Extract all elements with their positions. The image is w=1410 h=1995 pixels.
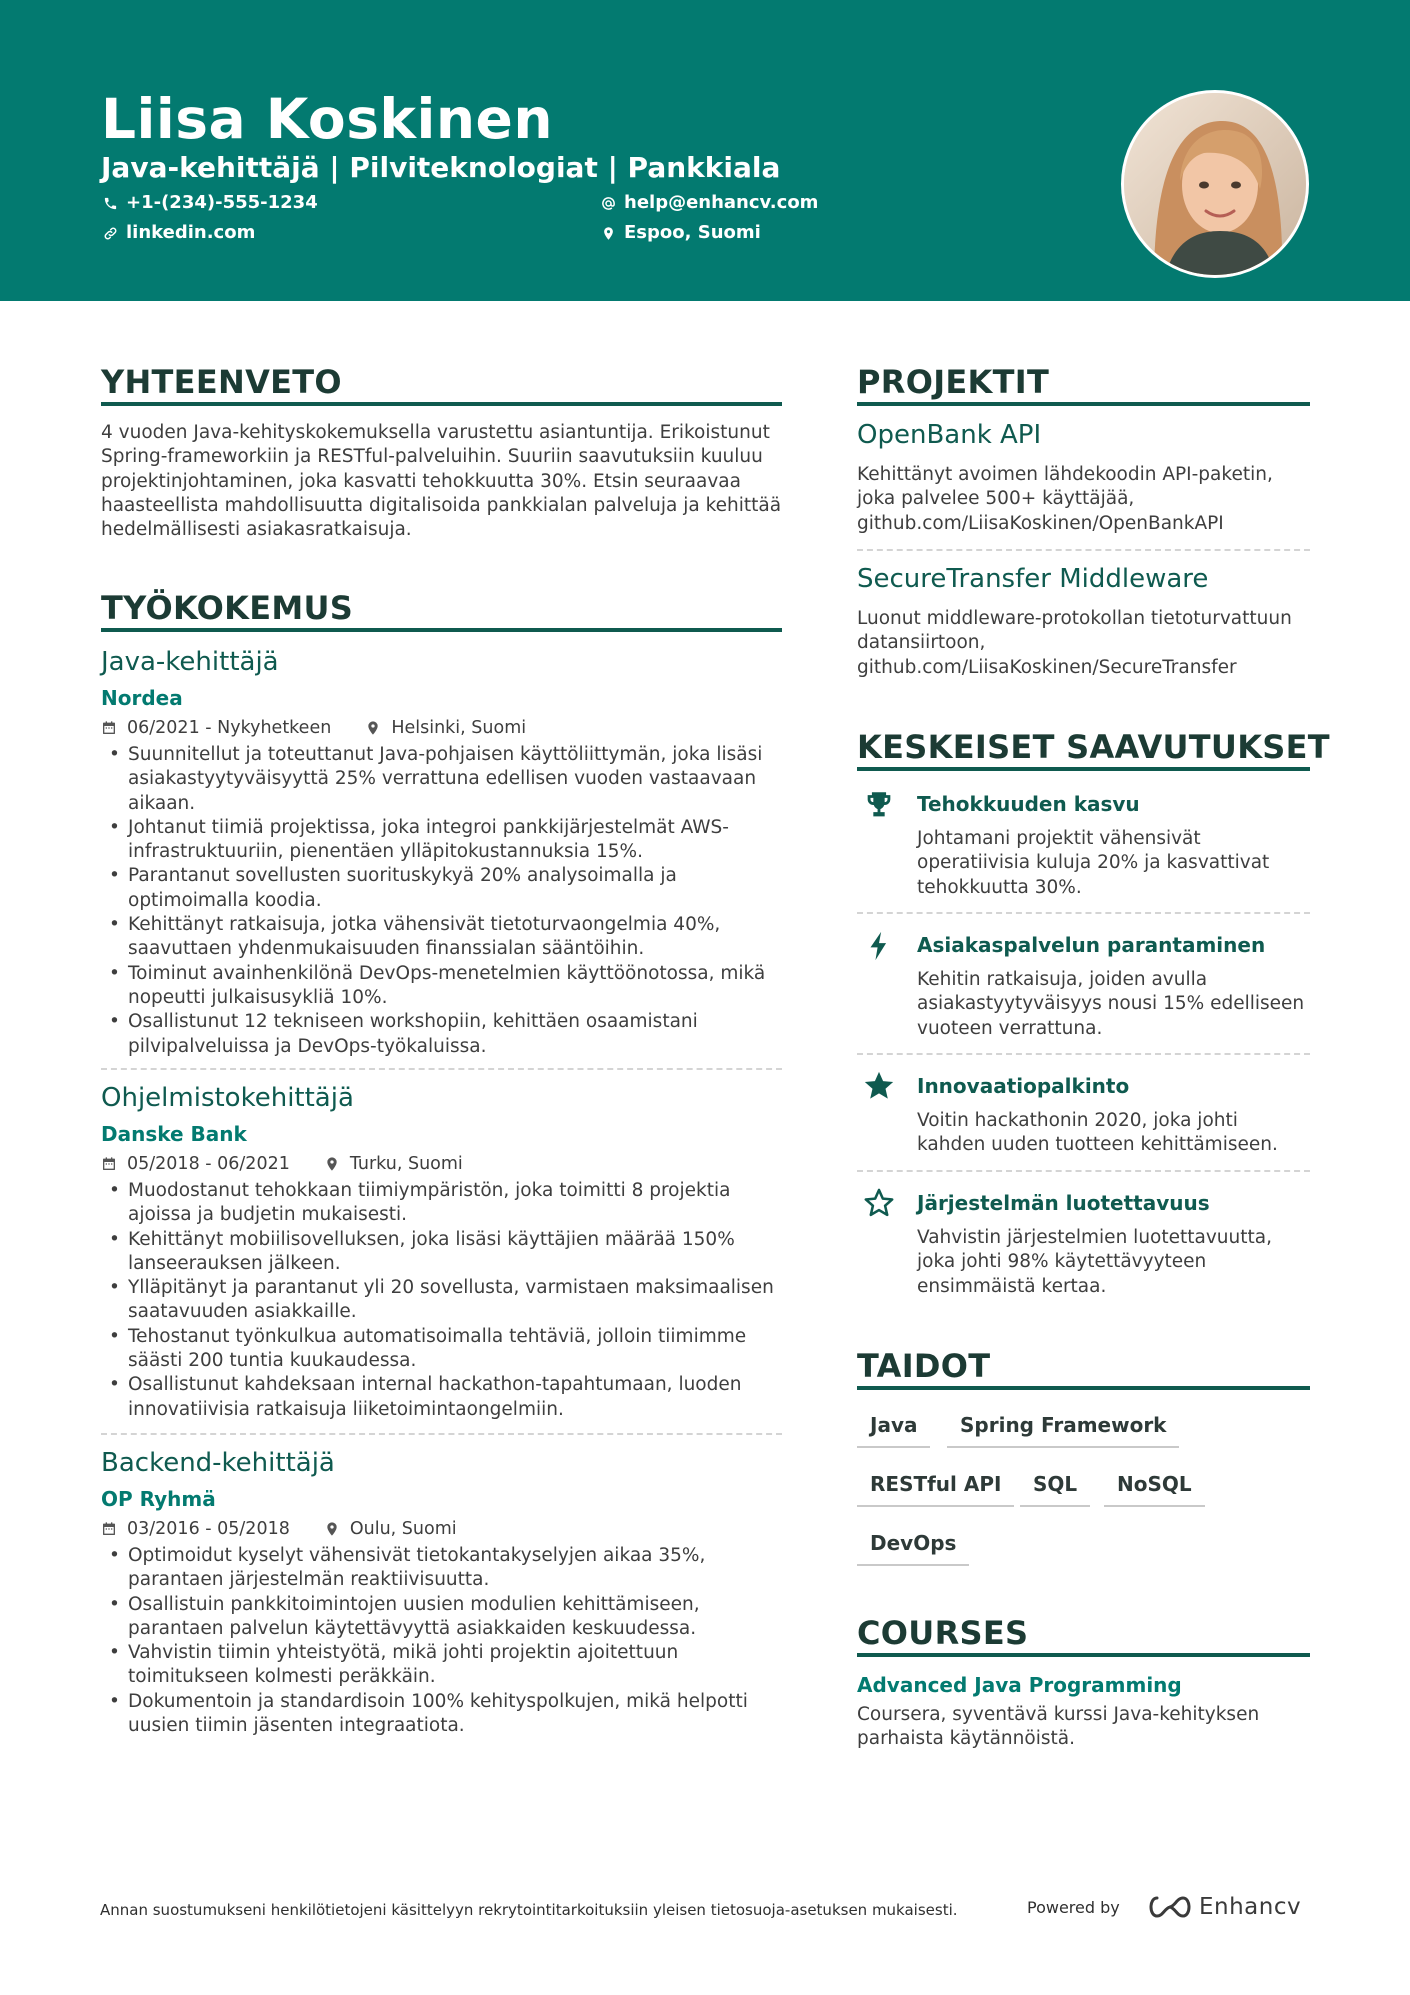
job-company: OP Ryhmä bbox=[101, 1487, 216, 1511]
summary-text: 4 vuoden Java-kehityskokemuksella varustettu asiantuntija. Erikoistunut Spring-frameworkiin ja RESTful-palveluihin. Suuriin saavutuksiin kuuluu projektinjohtaminen, joka kasvatti tehokkuutta 30%. Etsin seuraavaa haasteellista mahdollisuutta digitalisoida pankkialan palveluja ja kehittää hedelmällisesti asiakasratkaisuja. bbox=[101, 422, 782, 541]
list-item: • Osallistuin pankkitoimintojen uusien modulien kehittämiseen, parantaen palvelun käytettävyyttä asiakkaiden keskuudessa. bbox=[101, 1593, 782, 1642]
star-outline-icon bbox=[861, 1185, 897, 1221]
achievement-description: Kehitin ratkaisuja, joiden avulla asiakastyytyväisyys nousi 15% edelliseen vuoteen verrattuna. bbox=[917, 969, 1305, 1039]
list-item: • Kehittänyt mobiilisovelluksen, joka lisäsi käyttäjien määrää 150% lanseerauksen jälkeen. bbox=[101, 1228, 782, 1277]
project-description: Luonut middleware-protokollan tietoturvattuun datansiirtoon, github.com/LiisaKoskinen/SecureTransfer bbox=[857, 608, 1292, 678]
section-divider bbox=[101, 402, 782, 406]
list-item: • Johtanut tiimiä projektissa, joka integroi pankkijärjestelmät AWS-infrastruktuuriin, pienentäen ylläpitokustannuksia 15%. bbox=[101, 816, 782, 865]
contact-phone[interactable] bbox=[101, 191, 318, 215]
achievement-title: Tehokkuuden kasvu bbox=[917, 792, 1140, 816]
job-meta bbox=[101, 1517, 457, 1541]
projects-heading: PROJEKTIT bbox=[857, 363, 1050, 401]
achievement-title: Asiakaspalvelun parantaminen bbox=[917, 933, 1266, 957]
skill-tag: DevOps bbox=[857, 1529, 969, 1566]
list-item: • Tehostanut työnkulkua automatisoimalla tehtäviä, jolloin tiimimme säästi 200 tuntia kuukaudessa. bbox=[101, 1325, 782, 1374]
list-item: • Ylläpitänyt ja parantanut yli 20 sovellusta, varmistaen maksimaalisen saatavuuden asiakkaille. bbox=[101, 1276, 782, 1325]
skill-tag: NoSQL bbox=[1104, 1470, 1205, 1507]
job-dates: 05/2018 - 06/2021 bbox=[127, 1154, 290, 1174]
job-bullets bbox=[101, 1179, 782, 1422]
course-title: Advanced Java Programming bbox=[857, 1673, 1182, 1697]
achievement-description: Vahvistin järjestelmien luotettavuutta, joka johti 98% käytettävyyteen ensimmäistä kertaa. bbox=[917, 1227, 1272, 1297]
job-title: Ohjelmistokehittäjä bbox=[101, 1083, 354, 1113]
section-divider bbox=[857, 402, 1310, 406]
course-description: Coursera, syventävä kurssi Java-kehityksen parhaista käytännöistä. bbox=[857, 1704, 1260, 1750]
project-description: Kehittänyt avoimen lähdekoodin API-paketin, joka palvelee 500+ käyttäjää, github.com/LiisaKoskinen/OpenBankAPI bbox=[857, 464, 1273, 534]
avatar bbox=[1121, 90, 1309, 278]
project-title: OpenBank API bbox=[857, 420, 1042, 450]
skills-heading: TAIDOT bbox=[857, 1347, 991, 1385]
job-title: Backend-kehittäjä bbox=[101, 1448, 335, 1478]
achievements-heading: KESKEISET SAAVUTUKSET bbox=[857, 728, 1330, 766]
resume-header bbox=[0, 0, 1410, 301]
skill-tag: Java bbox=[857, 1411, 930, 1448]
divider bbox=[857, 1170, 1310, 1172]
section-divider bbox=[857, 1386, 1310, 1390]
contact-linkedin[interactable] bbox=[101, 221, 255, 245]
job-dates: 06/2021 - Nykyhetkeen bbox=[127, 718, 332, 738]
calendar-icon bbox=[101, 720, 117, 736]
divider bbox=[857, 549, 1310, 551]
linkedin-text: linkedin.com bbox=[126, 222, 256, 243]
location-text: Espoo, Suomi bbox=[624, 222, 761, 243]
achievement-description: Johtamani projektit vähensivät operatiivisia kuluja 20% ja kasvattivat tehokkuutta 30%. bbox=[917, 828, 1270, 898]
brand-name: Enhancv bbox=[1199, 1894, 1302, 1920]
project-title: SecureTransfer Middleware bbox=[857, 564, 1209, 594]
skill-tag: Spring Framework bbox=[947, 1411, 1179, 1448]
calendar-icon bbox=[101, 1521, 117, 1537]
star-filled-icon bbox=[861, 1068, 897, 1104]
list-item: • Toiminut avainhenkilönä DevOps-menetelmien käyttöönotossa, mikä nopeutti julkaisusykliä 10%. bbox=[101, 962, 782, 1011]
list-item: • Kehittänyt ratkaisuja, jotka vähensivät tietoturvaongelmia 40%, saavuttaen yhdenmukaisuuden finanssialan sääntöihin. bbox=[101, 913, 782, 962]
list-item: • Vahvistin tiimin yhteistyötä, mikä johti projektin ajoitettuun toimitukseen kolmesti peräkkäin. bbox=[101, 1641, 782, 1690]
job-location: Turku, Suomi bbox=[349, 1154, 463, 1174]
phone-icon bbox=[101, 194, 119, 212]
divider bbox=[101, 1433, 782, 1435]
job-dates: 03/2016 - 05/2018 bbox=[127, 1519, 290, 1539]
list-item: • Suunnitellut ja toteuttanut Java-pohjaisen käyttöliittymän, joka lisäsi asiakastyytyväisyyttä 25% verrattuna edellisen vuoden vastaavaan aikaan. bbox=[101, 743, 782, 816]
job-title: Java-kehittäjä bbox=[101, 647, 279, 677]
skill-tag: RESTful API bbox=[857, 1470, 1014, 1507]
list-item: • Dokumentoin ja standardisoin 100% kehityspolkujen, mikä helpotti uusien tiimin jäsenten integraatiota. bbox=[101, 1690, 782, 1739]
list-item: • Osallistunut 12 tekniseen workshopiin, kehittäen osaamistani pilvipalveluissa ja DevOps-työkaluissa. bbox=[101, 1010, 782, 1059]
lightning-icon bbox=[861, 928, 897, 964]
section-divider bbox=[857, 1653, 1310, 1657]
job-location: Oulu, Suomi bbox=[349, 1519, 457, 1539]
candidate-headline: Java-kehittäjä | Pilviteknologiat | Pankkiala bbox=[101, 151, 781, 184]
experience-heading: TYÖKOKEMUS bbox=[101, 589, 354, 627]
section-divider bbox=[101, 628, 782, 632]
achievement-title: Innovaatiopalkinto bbox=[917, 1074, 1130, 1098]
contact-location bbox=[599, 221, 761, 245]
calendar-icon bbox=[101, 1156, 117, 1172]
section-divider bbox=[857, 767, 1310, 771]
job-location: Helsinki, Suomi bbox=[391, 718, 527, 738]
courses-heading: COURSES bbox=[857, 1614, 1029, 1652]
phone-text: +1-(234)-555-1234 bbox=[126, 192, 318, 213]
brand-logo[interactable] bbox=[1147, 1892, 1301, 1922]
list-item: • Osallistunut kahdeksaan internal hackathon-tapahtumaan, luoden innovatiivisia ratkaisuja liiketoimintaongelmiin. bbox=[101, 1373, 782, 1422]
location-pin-icon bbox=[599, 224, 617, 242]
location-pin-icon bbox=[324, 1521, 340, 1537]
job-company: Nordea bbox=[101, 686, 183, 710]
divider bbox=[857, 1053, 1310, 1055]
job-meta bbox=[101, 1152, 463, 1176]
list-item: • Muodostanut tehokkaan tiimiympäristön, joka toimitti 8 projektia ajoissa ja budjetin mukaisesti. bbox=[101, 1179, 782, 1228]
job-meta bbox=[101, 716, 526, 740]
at-icon bbox=[599, 194, 617, 212]
candidate-name: Liisa Koskinen bbox=[101, 87, 553, 151]
gdpr-consent: Annan suostumukseni henkilötietojeni käsittelyyn rekrytointitarkoituksiin yleisen tietosuoja-asetuksen mukaisesti. bbox=[100, 1901, 958, 1919]
summary-heading: YHTEENVETO bbox=[101, 363, 342, 401]
job-company: Danske Bank bbox=[101, 1122, 247, 1146]
skill-tag: SQL bbox=[1020, 1470, 1090, 1507]
achievement-title: Järjestelmän luotettavuus bbox=[917, 1191, 1210, 1215]
achievement-description: Voitin hackathonin 2020, joka johti kahden uuden tuotteen kehittämiseen. bbox=[917, 1110, 1278, 1156]
divider bbox=[101, 1068, 782, 1070]
list-item: • Parantanut sovellusten suorituskykyä 20% analysoimalla ja optimoimalla koodia. bbox=[101, 864, 782, 913]
divider bbox=[857, 912, 1310, 914]
list-item: • Optimoidut kyselyt vähensivät tietokantakyselyjen aikaa 35%, parantaen järjestelmän reaktiivisuutta. bbox=[101, 1544, 782, 1593]
location-pin-icon bbox=[324, 1156, 340, 1172]
link-icon bbox=[101, 224, 119, 242]
contact-email[interactable] bbox=[599, 191, 818, 215]
powered-by-label: Powered by bbox=[1027, 1898, 1120, 1917]
location-pin-icon bbox=[365, 720, 381, 736]
email-text: help@enhancv.com bbox=[624, 192, 819, 213]
job-bullets bbox=[101, 743, 782, 1059]
job-bullets bbox=[101, 1544, 782, 1738]
enhancv-logo-icon bbox=[1147, 1893, 1193, 1921]
trophy-icon bbox=[861, 787, 897, 823]
